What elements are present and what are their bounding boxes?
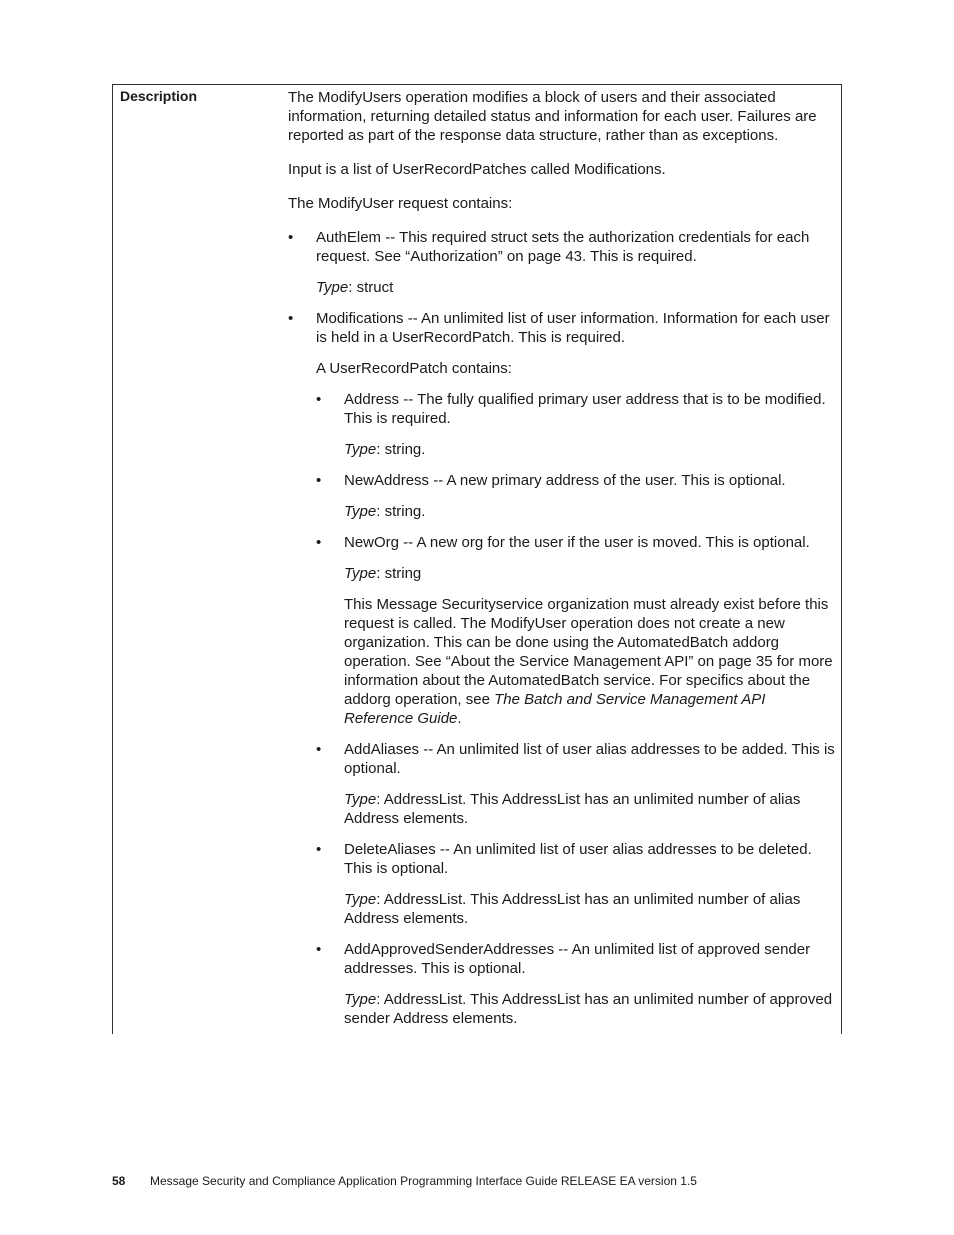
list-item-modifications [288, 309, 836, 1028]
addaliases-type: Type: AddressList. This AddressList has an unlimited number of alias Address elements. [344, 791, 801, 827]
list-item-address [316, 390, 836, 459]
bullet-marker: • [316, 941, 322, 958]
list-item-neworg [316, 533, 836, 728]
bullet-marker: • [316, 472, 322, 489]
list-item-newaddress [316, 471, 836, 521]
newaddress-type: Type: string. [344, 503, 426, 520]
request-contains-paragraph: The ModifyUser request contains: [288, 195, 513, 212]
address-text: Address -- The fully qualified primary user address that is to be modified. This is required. [344, 391, 826, 427]
page-footer [112, 1174, 832, 1188]
description-content [288, 88, 836, 1040]
list-item-deletealiases [316, 840, 836, 928]
bullet-marker: • [316, 841, 322, 858]
address-type: Type: string. [344, 441, 426, 458]
list-item-addaliases [316, 740, 836, 828]
description-label: Description [120, 88, 198, 104]
deletealiases-type: Type: AddressList. This AddressList has an unlimited number of alias Address elements. [344, 891, 801, 927]
bullet-marker: • [288, 310, 294, 327]
bullet-marker: • [316, 534, 322, 551]
bullet-marker: • [316, 391, 322, 408]
bullet-marker: • [316, 741, 322, 758]
page-number: 58 [112, 1174, 126, 1188]
footer-title: Message Security and Compliance Application Programming Interface Guide RELEASE EA version 1.5 [150, 1174, 697, 1188]
list-item-authelem [288, 228, 836, 297]
newaddress-text: NewAddress -- A new primary address of the user. This is optional. [344, 472, 786, 489]
authelem-type: Type: struct [316, 279, 394, 296]
userrecordpatch-intro: A UserRecordPatch contains: [316, 360, 512, 377]
input-paragraph: Input is a list of UserRecordPatches called Modifications. [288, 161, 666, 178]
intro-paragraph: The ModifyUsers operation modifies a block of users and their associated information, returning detailed status and information for each user. Failures are reported as part of the response data structure, rather than as exceptions. [288, 89, 817, 144]
modifications-text: Modifications -- An unlimited list of user information. Information for each user is held in a UserRecordPatch. This is required. [316, 310, 830, 346]
deletealiases-text: DeleteAliases -- An unlimited list of user alias addresses to be deleted. This is optional. [344, 841, 812, 877]
addapproved-type: Type: AddressList. This AddressList has an unlimited number of approved sender Address elements. [344, 991, 833, 1027]
list-item-addapproved [316, 940, 836, 1028]
bullet-marker: • [288, 229, 294, 246]
addapproved-text: AddApprovedSenderAddresses -- An unlimited list of approved sender addresses. This is optional. [344, 941, 811, 977]
neworg-text: NewOrg -- A new org for the user if the user is moved. This is optional. [344, 534, 810, 551]
authelem-text: AuthElem -- This required struct sets the authorization credentials for each request. See “Authorization” on page 43. This is required. [316, 229, 810, 265]
neworg-type: Type: string [344, 565, 422, 582]
neworg-note: This Message Securityservice organization must already exist before this request is called. The ModifyUser operation does not create a new organization. This can be done using the AutomatedBatch addorg operation. See “About the Service Management API” on page 35 for more information about the AutomatedBatch service. For specifics about the addorg operation, see The Batch and Service Management API Reference Guide. [344, 596, 833, 727]
addaliases-text: AddAliases -- An unlimited list of user alias addresses to be added. This is optional. [344, 741, 835, 777]
